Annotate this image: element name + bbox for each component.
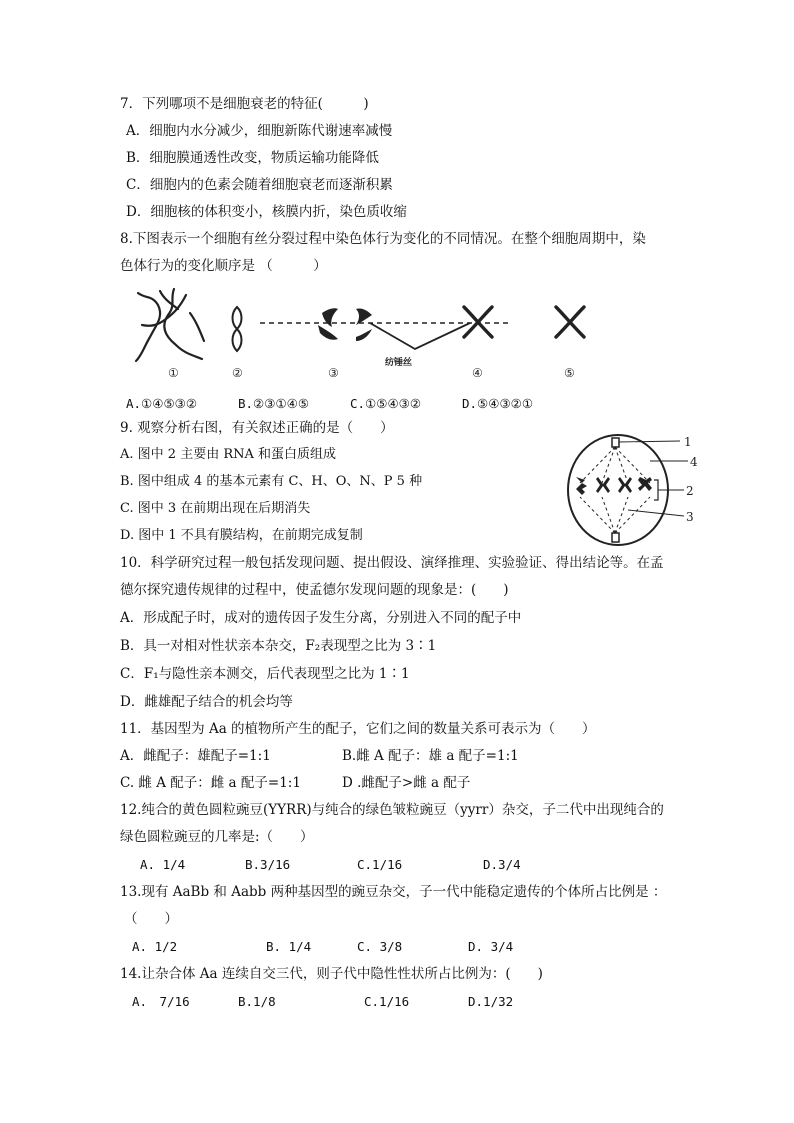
q11-stem: 11．基因型为 Aa 的植物所产生的配子，它们之间的数量关系可表示为（ ） [120,721,596,737]
q13-stem-line2: （ ） [124,911,178,927]
q13-options [132,937,532,957]
q8-figure-label-3: ③ [328,366,339,380]
q7-stem: 7．下列哪项不是细胞衰老的特征( ) [120,96,369,112]
q10-option-b: B．具一对相对性状亲本杂交，F₂表现型之比为 3∶1 [120,638,437,654]
q9-option-d: D. 图中 1 不具有膜结构，在前期完成复制 [120,528,363,543]
q9-figure-label-1: 1 [684,435,692,449]
q10-option-a: A．形成配子时，成对的遗传因子发生分离，分别进入不同的配子中 [120,610,522,626]
q9-option-b: B. 图中组成 4 的基本元素有 C、H、O、N、P 5 种 [120,474,423,489]
q8-stem-line2: 色体行为的变化顺序是 （ ） [120,258,327,274]
q12-stem-line2: 绿色圆粒豌豆的几率是:（ ） [120,829,314,845]
q9-figure-label-3: 3 [686,510,694,524]
q8-figure-label-5: ⑤ [564,366,575,380]
q7-option-a: A．细胞内水分减少，细胞新陈代谢速率减慢 [126,123,393,139]
q9-figure-label-2: 2 [686,484,694,498]
q12-option-d: D.3/4 [483,857,521,872]
q10-option-c: C．F₁与隐性亲本测交，后代表现型之比为 1∶1 [120,666,410,682]
q10-stem-line1: 10．科学研究过程一般包括发现问题、提出假设、演绎推理、实验验证、得出结论等。在孟 [120,555,664,571]
q11-option-b: B.雌 A 配子：雄 a 配子=1:1 [342,748,519,764]
q8-option-b: B.②③①④⑤ [238,396,310,411]
q12-option-a: A. 1/4 [140,857,186,872]
q13-option-c: C. 3/8 [357,939,403,954]
q12-options [140,855,540,875]
q8-figure-label-2: ② [232,366,243,380]
q8-chromosome-figure [130,285,600,380]
q9-stem: 9. 观察分析右图，有关叙述正确的是（ ） [120,420,394,436]
q8-figure-label-4: ④ [472,366,483,380]
q9-cell-figure [560,425,710,555]
q13-stem-line1: 13.现有 AaBb 和 Aabb 两种基因型的豌豆杂交，子一代中能稳定遗传的个体所占比例是 ： [120,884,667,900]
q12-option-b: B.3/16 [245,857,291,872]
q9-option-c: C. 图中 3 在前期出现在后期消失 [120,501,311,516]
q8-stem-line1: 8.下图表示一个细胞有丝分裂过程中染色体行为变化的不同情况。在整个细胞周期中，染 [120,231,646,247]
q10-option-d: D．雌雄配子结合的机会均等 [120,694,293,710]
q13-option-b: B. 1/4 [266,939,312,954]
q14-option-a: A. 7/16 [132,994,190,1009]
q8-spindle-label: 纺锤丝 [385,358,413,368]
q8-figure-label-1: ① [168,366,179,380]
q13-option-a: A. 1/2 [132,939,178,954]
q12-option-c: C.1/16 [357,857,403,872]
q14-option-b: B.1/8 [238,994,276,1009]
q8-option-d: D.⑤④③②① [462,396,534,411]
q14-stem: 14.让杂合体 Aa 连续自交三代，则子代中隐性性状所占比例为：( ) [120,966,543,982]
q14-options [132,992,552,1012]
q11-option-a: A．雌配子：雄配子=1:1 [120,748,271,764]
q7-option-c: C．细胞内的色素会随着细胞衰老而逐渐积累 [126,177,393,193]
q8-option-c: C.①⑤④③② [350,396,422,411]
q9-figure-label-4: 4 [690,455,698,469]
q7-option-d: D．细胞核的体积变小，核膜内折，染色质收缩 [126,204,407,220]
q11-option-c: C. 雌 A 配子：雌 a 配子=1:1 [120,775,301,791]
q11-option-d: D .雌配子>雌 a 配子 [342,775,471,791]
q9-option-a: A. 图中 2 主要由 RNA 和蛋白质组成 [120,447,337,462]
q13-option-d: D. 3/4 [468,939,514,954]
q8-option-a: A.①④⑤③② [126,396,198,411]
q14-option-d: D.1/32 [468,994,514,1009]
q14-option-c: C.1/16 [364,994,410,1009]
q8-options [126,394,626,414]
q10-stem-line2: 德尔探究遗传规律的过程中，使孟德尔发现问题的现象是：( ) [120,582,509,598]
q7-option-b: B．细胞膜通透性改变，物质运输功能降低 [126,150,379,166]
q12-stem-line1: 12.纯合的黄色圆粒豌豆(YYRR)与纯合的绿色皱粒豌豆（yyrr）杂交，子二代中出现纯合的 [120,802,664,818]
